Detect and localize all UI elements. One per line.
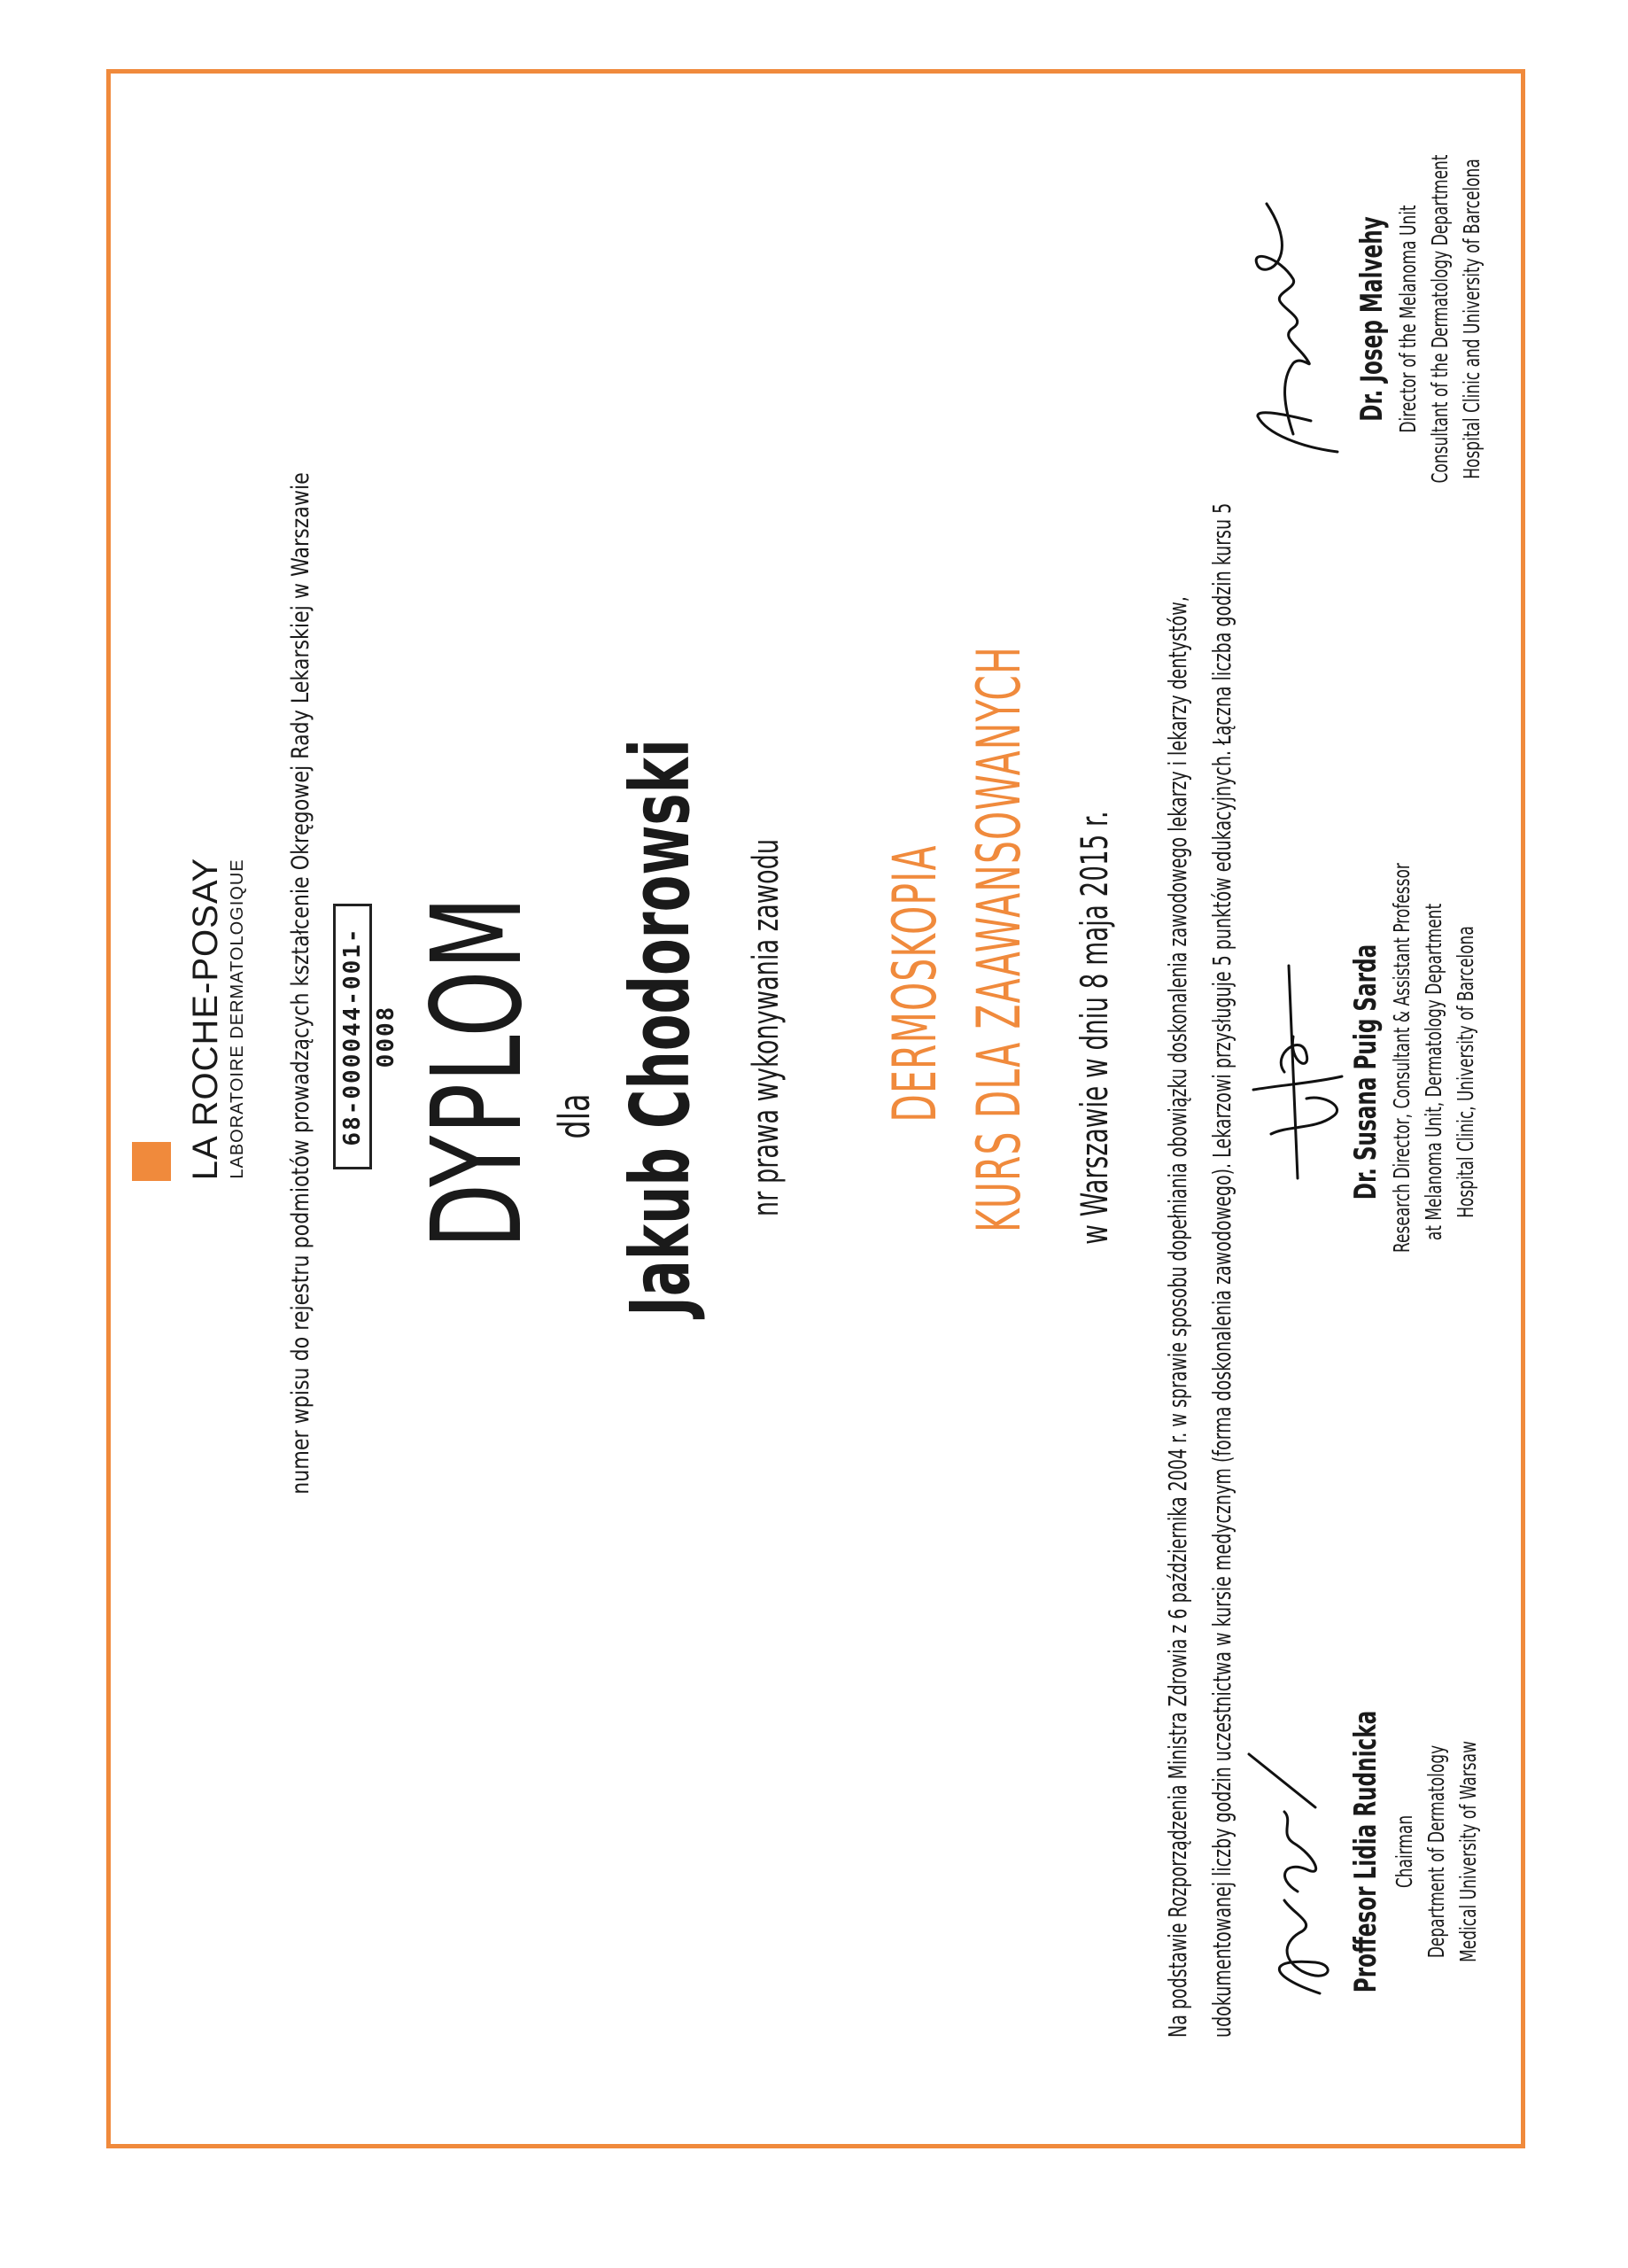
signatory-line: Research Director, Consultant & Assistant Professor bbox=[1389, 863, 1415, 1253]
course-title: DERMOSKOPIA bbox=[880, 844, 950, 1122]
signatory-line: Hospital Clinic and University of Barcelona bbox=[1459, 159, 1485, 479]
signatory-name: Proffesor Lidia Rudnicka bbox=[1348, 1710, 1384, 1993]
recipient-name: Jakub Chodorowski bbox=[613, 739, 708, 1317]
signature-3-icon bbox=[1231, 186, 1355, 470]
register-text: numer wpisu do rejestru podmiotów prowadzących kształcenie Okręgowej Rady Lekarskiej w Warszawie bbox=[287, 472, 314, 1495]
signatory-line: Chairman bbox=[1392, 1814, 1417, 1889]
register-number-box: 68-000044-001-0008 bbox=[333, 904, 372, 1169]
signatory-line: Medical University of Warsaw bbox=[1455, 1741, 1481, 1962]
signatory-line: Department of Dermatology bbox=[1423, 1744, 1449, 1959]
signatory-name: Dr. Susana Puig Sarda bbox=[1348, 944, 1384, 1200]
legal-line: udokumentowanej liczby godzin uczestnictwa w kursie medycznym (forma doskonalenia zawodowego). Lekarzowi przysługuje 5 punktów edukacyjnych. Łączna liczba godzin kursu 5 bbox=[1207, 502, 1237, 2038]
logo-square-icon bbox=[132, 1142, 171, 1181]
signature-1-icon bbox=[1231, 1745, 1346, 2011]
signatory-name: Dr. Josep Malvehy bbox=[1354, 216, 1390, 422]
for-word: dla bbox=[550, 1093, 600, 1139]
signatory-line: Consultant of the Dermatology Department bbox=[1427, 154, 1453, 484]
profession-number-label: nr prawa wykonywania zawodu bbox=[746, 838, 787, 1217]
logo-subtitle: LABORATOIRE DERMATOLOGIQUE bbox=[228, 858, 247, 1179]
signatory-line: Hospital Clinic, University of Barcelona bbox=[1453, 926, 1478, 1218]
signatory-line: at Melanoma Unit, Dermatology Department bbox=[1421, 903, 1446, 1241]
document-title: DYPLOM bbox=[406, 895, 550, 1249]
place-and-date: w Warszawie w dniu 8 maja 2015 r. bbox=[1073, 811, 1116, 1245]
signatory-line: Director of the Melanoma Unit bbox=[1395, 205, 1421, 433]
course-subtitle: KURS DLA ZAAWANSOWANYCH bbox=[965, 646, 1035, 1232]
signature-2-icon bbox=[1236, 957, 1351, 1187]
legal-line: Na podstawie Rozporządzenia Ministra Zdrowia z 6 października 2004 r. w sprawie sposobu dopełniania obowiązku doskonalenia zawodowego lekarzy i lekarzy dentystów, bbox=[1163, 596, 1192, 2038]
logo-wordmark: LA ROCHE-POSAY bbox=[186, 857, 225, 1181]
